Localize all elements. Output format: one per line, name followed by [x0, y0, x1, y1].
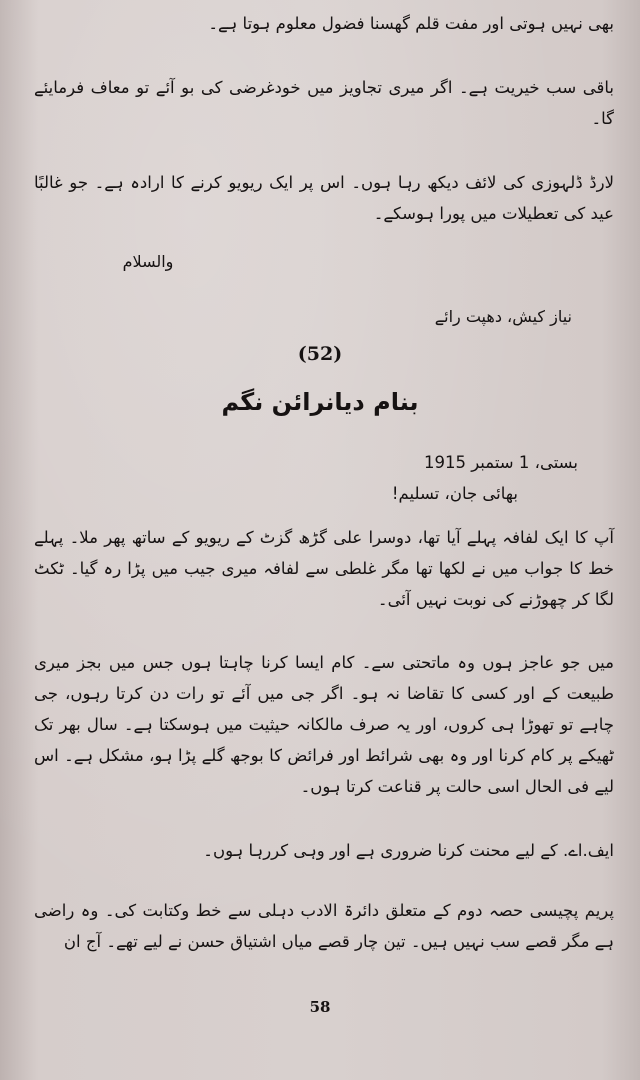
salutation: بھائی جان، تسلیم! — [391, 484, 518, 503]
signature: نیاز کیش، دھپت رائے — [434, 307, 572, 326]
paragraph-envelope: آپ کا ایک لفافہ پہلے آیا تھا، دوسرا علی گڑھ گزٹ کے ریویو کے ساتھ پھر ملا۔ پہلے خط کا جواب میں نے لکھا تھا مگر غلطی سے لفافہ میری جیب میں پڑا رہ گیا۔ ٹکٹ لگا کر چھوڑنے کی نوبت نہیں آئی۔ — [34, 528, 614, 609]
date-line: بستی، 1 ستمبر 1915 — [423, 453, 578, 472]
paragraph-prem-pachisi: پریم پچیسی حصہ دوم کے متعلق دائرۃ الادب دہلی سے خط وکتابت کی۔ وہ راضی ہے مگر قصے سب نہیں ہیں۔ تین چار قصے میاں اشتیاق حسن نے لیے تھے۔ آج ان — [34, 901, 614, 951]
paragraph-dalhousie-review: لارڈ ڈلہوزی کی لائف دیکھ رہا ہوں۔ اس پر ایک ریویو کرنے کا ارادہ ہے۔ جو غالبًا عید کی تعطیلات میں پورا ہوسکے۔ — [34, 173, 614, 223]
paragraph-fa-exam: ایف.اے. کے لیے محنت کرنا ضروری ہے اور وہی کررہا ہوں۔ — [203, 841, 614, 860]
paragraph-continued: بھی نہیں ہوتی اور مفت قلم گھسنا فضول معلوم ہوتا ہے۔ — [208, 14, 614, 33]
paragraph-well-being: باقی سب خیریت ہے۔ اگر میری تجاویز میں خودغرضی کی بو آئے تو معاف فرمایئے گا۔ — [34, 78, 614, 128]
page-number: 58 — [309, 998, 331, 1016]
paragraph-work: میں جو عاجز ہوں وہ ماتحتی سے۔ کام ایسا کرنا چاہتا ہوں جس میں بجز میری طبیعت کے اور کسی کا تقاضا نہ ہو۔ اگر جی میں آئے تو رات دن کرتا رہوں، جی چاہے تو تھوڑا ہی کروں، اور یہ صرف مالکانہ حیثیت میں ہوسکتا ہے۔ سال بھر تک ٹھیکے پر کام کرنا اور وہ بھی شرائط اور فرائض کا بوجھ گلے پڑا ہو، مشکل ہے۔ اس لیے فی الحال اسی حالت پر قناعت کرتا ہوں۔ — [34, 653, 614, 796]
closing-wassalam: والسلام — [122, 252, 174, 271]
letter-number: (52) — [297, 343, 343, 365]
letter-title: بنام دیانرائن نگم — [221, 388, 419, 416]
